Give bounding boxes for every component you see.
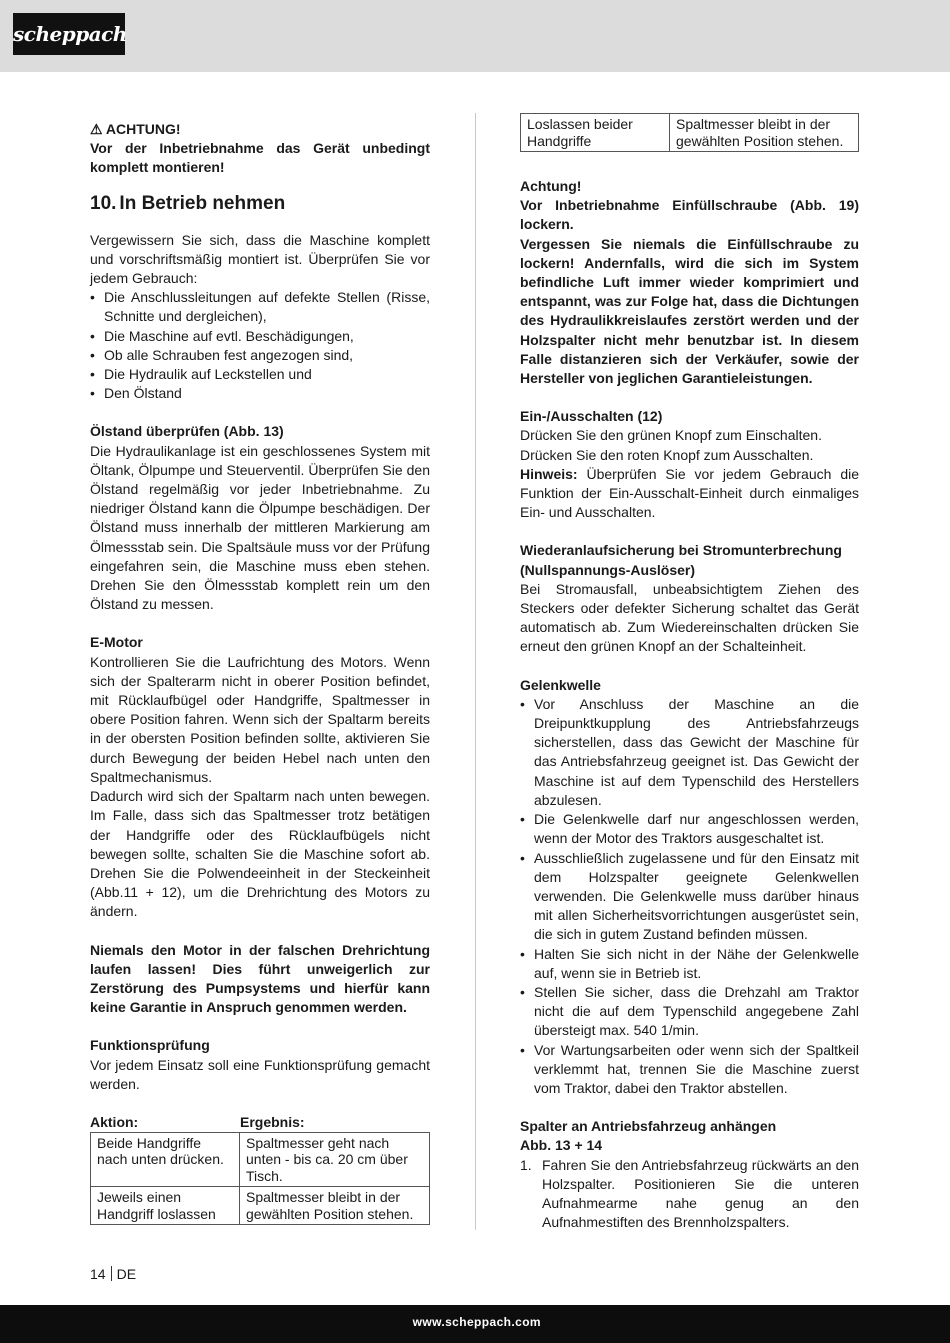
attention-text: Vergessen Sie niemals die Einfüllschraube zu lockern! Andernfalls, wird die sich im System befindliche Luft immer wieder komprimiert und entspannt, was zur Folge hat, dass die Dichtungen des Hydraulikkreislaufes zerstört werden und der Holzspalter nicht mehr benutzbar ist. In diesem Falle distanzieren sich der Verkäufer, sowie der Hersteller von jeglichen Garantieleistungen. [520, 235, 859, 387]
brand-logo: scheppach [13, 13, 125, 55]
oil-text: Die Hydraulikanlage ist ein geschlossenes System mit Öltank, Ölpumpe und Steuerventil. Überprüfen Sie den Ölstand regelmäßig vor jeder Inbetriebnahme. Zu niedriger Ölstand kann die Ölpumpe beschädigen. Der Ölstand muss innerhalb der mittleren Markierung am Ölmessstab sein. Die Spaltsäule muss vor der Prüfung eingefahren sein, die Maschine muss eben stehen. Drehen Sie den Ölmessstab komplett rein um den Ölstand zu messen. [90, 442, 430, 613]
list-item: • Halten Sie sich nicht in der Nähe der Gelenkwelle auf, wenn sie in Betrieb ist. [520, 945, 859, 983]
switch-off-text: Drücken Sie den roten Knopf zum Ausschalten. [520, 446, 814, 463]
table-cell: Loslassen beider Handgriffe [521, 114, 670, 152]
oil-heading: Ölstand überprüfen (Abb. 13) [90, 423, 284, 440]
function-test-text: Vor jedem Einsatz soll eine Funktionsprüfung gemacht werden. [90, 1056, 430, 1092]
list-item: • Ausschließlich zugelassene und für den Einsatz mit dem Holzspalter geeignete Gelenkwellen verwenden. Die Gelenkwelle muss darüber hinaus mit allen Sicherheitsvorrichtungen ausgerüstet sein, die sich in gutem Zustand befinden müssen. [520, 849, 859, 945]
table-header [90, 1113, 430, 1132]
list-item: • Die Hydraulik auf Leckstellen und [90, 365, 430, 384]
language-code: DE [116, 1266, 137, 1282]
motor-heading: E-Motor [90, 634, 143, 651]
table-row [91, 1187, 430, 1225]
hint-label: Hinweis: [520, 465, 578, 482]
attention-text: Vor Inbetriebnahme Einfüllschraube (Abb. 19) lockern. [520, 197, 859, 233]
list-item: • Vor Wartungsarbeiten oder wenn sich der Spaltkeil verklemmt hat, trennen Sie die Maschine zuerst vom Traktor, dabei den Traktor abstellen. [520, 1041, 859, 1099]
list-item: • Den Ölstand [90, 384, 430, 403]
motor-text: Dadurch wird sich der Spaltarm nach unten bewegen. Im Falle, dass sich das Spaltmesser trotz betätigen der Handgriffe oder des Rücklaufbügels nicht bewegen sollte, schalten Sie die Maschine sofort ab. Drehen Sie die Polwendeeinheit in der Steckeinheit (Abb.11 + 12), um die Drehrichtung des Motors zu ändern. [90, 788, 430, 920]
function-test-table-continued [520, 113, 859, 152]
left-column [90, 110, 430, 1225]
table-cell: Spaltmesser geht nach unten - bis ca. 20 cm über Tisch. [240, 1132, 430, 1187]
attention-title: Achtung! [520, 178, 582, 194]
section-heading [90, 186, 430, 224]
list-item: • Die Gelenkwelle darf nur angeschlossen werden, wenn der Motor des Traktors ausgeschaltet ist. [520, 810, 859, 848]
restart-heading: Wiederanlaufsicherung bei Stromunterbrechung (Nullspannungs-Auslöser) [520, 542, 842, 578]
warning-title: ⚠ ACHTUNG! [90, 121, 181, 137]
list-item: • Vor Anschluss der Maschine an die Dreipunktkupplung des Antriebsfahrzeugs sicherstellen, dass das Gewicht der Maschine für das Antriebsfahrzeug geeignet ist. Das Gewicht der Maschine ist auf dem Typenschild des Herstellers abzulesen. [520, 695, 859, 810]
page-footer-number [90, 1266, 136, 1282]
function-test-heading: Funktionsprüfung [90, 1037, 210, 1054]
website-url: www.scheppach.com [412, 1315, 541, 1329]
section-number: 10. [90, 192, 117, 214]
function-test-table [90, 1132, 430, 1226]
list-item: • Ob alle Schrauben fest angezogen sind, [90, 346, 430, 365]
result-column-header: Ergebnis: [240, 1113, 305, 1130]
restart-text: Bei Stromausfall, unbeabsichtigtem Ziehen des Steckers oder defekter Sicherung schaltet das Gerät automatisch ab. Zum Wiedereinschalten drücken Sie erneut den grünen Knopf an der Schalteinheit. [520, 580, 859, 655]
table-cell: Spaltmesser bleibt in der gewählten Position stehen. [240, 1187, 430, 1225]
footer-bar [0, 1305, 950, 1343]
header-bar [0, 0, 950, 72]
section-title: In Betrieb nehmen [119, 192, 286, 214]
footer-separator [111, 1266, 112, 1281]
table-cell: Beide Handgriffe nach unten drücken. [91, 1132, 240, 1187]
step-number: 1. [520, 1156, 532, 1173]
list-item: • Die Maschine auf evtl. Beschädigungen, [90, 327, 430, 346]
switch-heading: Ein-/Ausschalten (12) [520, 408, 663, 425]
hint-text: Überprüfen Sie vor jedem Gebrauch die Funktion der Ein-Ausschalt-Einheit durch einmaliges Ein- und Ausschalten. [520, 465, 859, 521]
shaft-heading: Gelenkwelle [520, 676, 601, 693]
list-item [520, 1156, 859, 1233]
list-item: • Die Anschlussleitungen auf defekte Stellen (Risse, Schnitte und dergleichen), [90, 288, 430, 326]
motor-warning: Niemals den Motor in der falschen Drehrichtung laufen lassen! Dies führt unweigerlich zur Zerstörung des Pumpsystems und hierfür kann keine Garantie in Anspruch genommen werden. [90, 941, 430, 1016]
table-cell: Jeweils einen Handgriff loslassen [91, 1187, 240, 1225]
list-item: • Stellen Sie sicher, dass die Drehzahl am Traktor nicht die auf dem Typenschild angegebene Zahl übersteigt max. 540 1/min. [520, 983, 859, 1041]
table-cell: Spaltmesser bleibt in der gewählten Position stehen. [670, 114, 859, 152]
hitch-heading: Spalter an Antriebsfahrzeug anhängen [520, 1118, 777, 1135]
step-text: Fahren Sie den Antriebsfahrzeug rückwärts an den Holzspalter. Positionieren Sie die unteren Aufnahmearme nahe genug an den Aufnahmestiften des Brennholzspalters. [542, 1156, 859, 1231]
page-number: 14 [90, 1266, 106, 1282]
check-list [90, 288, 430, 403]
switch-on-text: Drücken Sie den grünen Knopf zum Einschalten. [520, 427, 822, 444]
intro-text: Vergewissern Sie sich, dass die Maschine komplett und vorschriftsmäßig montiert ist. Überprüfen Sie vor jedem Gebrauch: [90, 231, 430, 287]
table-row [91, 1132, 430, 1187]
hitch-steps [520, 1156, 859, 1233]
motor-text: Kontrollieren Sie die Laufrichtung des Motors. Wenn sich der Spalterarm nicht in oberer Position befindet, mit Rücklaufbügel oder Handgriffe, Spaltmesser in obere Position fahren. Wenn sich der Spaltarm bereits in der obersten Position befinden sollte, aktivieren Sie durch Bewegung der beiden Hebel nach unten den Spaltmechanismus. [90, 653, 430, 785]
hitch-figure-ref: Abb. 13 + 14 [520, 1137, 603, 1154]
warning-text: Vor der Inbetriebnahme das Gerät unbedingt komplett montieren! [90, 140, 430, 176]
shaft-list [520, 695, 859, 1098]
right-column [520, 113, 859, 1232]
table-row [521, 114, 859, 152]
column-divider [475, 113, 476, 1230]
action-column-header: Aktion: [90, 1113, 139, 1130]
hint-paragraph [520, 465, 859, 523]
